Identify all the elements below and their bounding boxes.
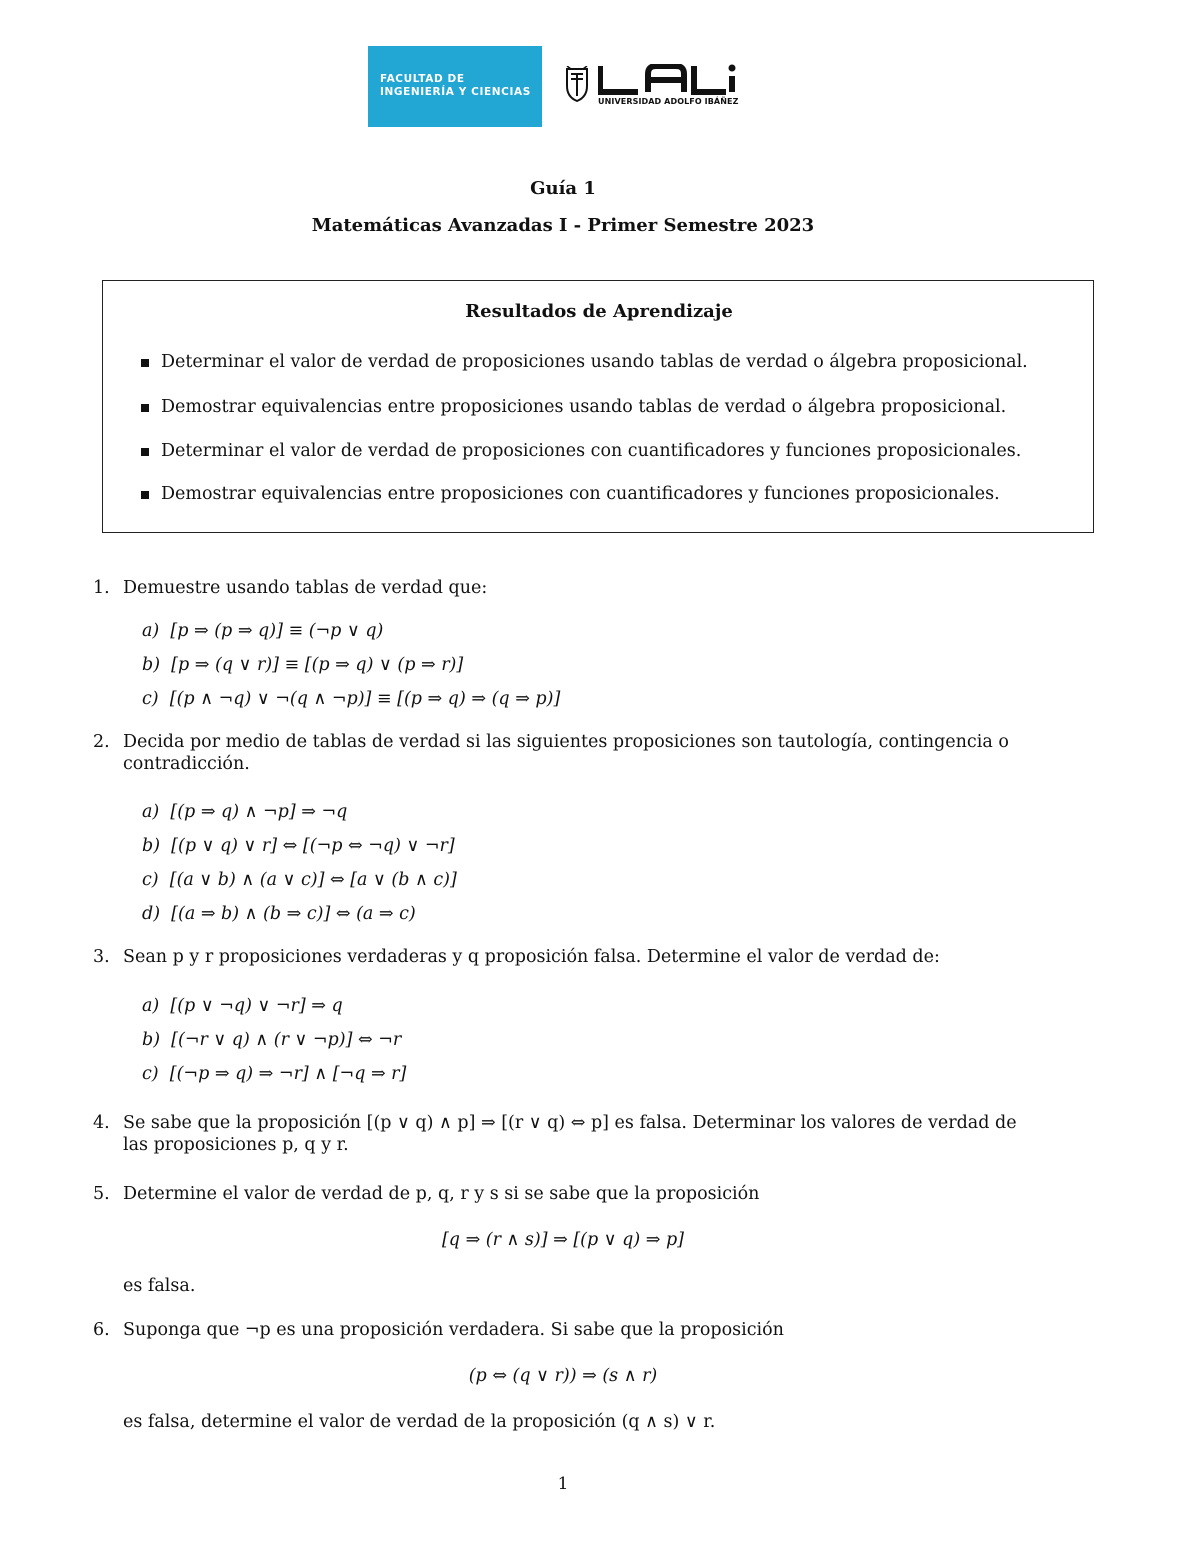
exercise-text: Sean p y r proposiciones verdaderas y q proposición falsa. Determine el valor de verdad de:	[123, 947, 940, 967]
exercise-number: 2.	[93, 732, 110, 752]
part-expression: [(p ∧ ¬q) ∨ ¬(q ∧ ¬p)] ≡ [(p ⇒ q) ⇒ (q ⇒ p)]	[169, 689, 561, 709]
bullet-square-icon	[141, 448, 149, 456]
exercise-1-part-a	[142, 621, 383, 641]
part-expression: [(p ∨ ¬q) ∨ ¬r] ⇒ q	[170, 996, 343, 1016]
faculty-logo-line1: FACULTAD DE	[380, 73, 465, 85]
exercise-number: 3.	[93, 947, 110, 967]
faculty-logo-text	[380, 73, 531, 99]
part-label: a)	[142, 621, 160, 641]
document-subtitle: Matemáticas Avanzadas I - Primer Semestre 2023	[311, 215, 815, 236]
university-logo	[562, 64, 742, 114]
exercise-6-after-text: es falsa, determine el valor de verdad de la proposición (q ∧ s) ∨ r.	[123, 1412, 716, 1432]
part-expression: [p ⇒ (p ⇒ q)] ≡ (¬p ∨ q)	[170, 621, 384, 641]
part-expression: [p ⇒ (q ∨ r)] ≡ [(p ⇒ q) ∨ (p ⇒ r)]	[171, 655, 464, 675]
exercise-2	[93, 732, 1009, 774]
part-expression: [(p ∨ q) ∨ r] ⇔ [(¬p ⇔ ¬q) ∨ ¬r]	[171, 836, 455, 856]
exercise-text: Demuestre usando tablas de verdad que:	[123, 578, 488, 598]
faculty-logo	[368, 46, 542, 127]
part-expression: [(a ∨ b) ∧ (a ∨ c)] ⇔ [a ∨ (b ∧ c)]	[169, 870, 457, 890]
exercise-text-line2: contradicción.	[123, 754, 250, 774]
part-label: d)	[142, 904, 161, 924]
exercise-3-part-c	[142, 1064, 406, 1084]
university-name: UNIVERSIDAD ADOLFO IBÁÑEZ	[598, 97, 739, 106]
exercise-6-display-formula: (p ⇔ (q ∨ r)) ⇒ (s ∧ r)	[468, 1366, 658, 1386]
university-crest-icon	[565, 66, 589, 102]
exercise-6	[93, 1320, 784, 1340]
bullet-square-icon	[141, 359, 149, 367]
part-label: b)	[142, 655, 161, 675]
part-label: b)	[142, 1030, 161, 1050]
part-expression: [(¬r ∨ q) ∧ (r ∨ ¬p)] ⇔ ¬r	[171, 1030, 402, 1050]
exercise-text-line1: Decida por medio de tablas de verdad si las siguientes proposiciones son tautología, contingencia o	[123, 732, 1009, 752]
part-label: a)	[142, 802, 160, 822]
exercise-number: 6.	[93, 1320, 110, 1340]
faculty-logo-line2: INGENIERÍA Y CIENCIAS	[380, 86, 531, 98]
part-label: c)	[142, 689, 159, 709]
learning-outcome-text: Determinar el valor de verdad de proposiciones con cuantificadores y funciones proposicionales.	[161, 441, 1022, 461]
exercise-2-part-c	[142, 870, 457, 890]
learning-outcome-text: Demostrar equivalencias entre proposiciones usando tablas de verdad o álgebra proposicional.	[161, 397, 1007, 417]
exercise-3	[93, 947, 940, 967]
exercise-5-display-formula: [q ⇒ (r ∧ s)] ⇒ [(p ∨ q) ⇒ p]	[441, 1230, 684, 1250]
university-wordmark	[598, 64, 738, 96]
bullet-square-icon	[141, 404, 149, 412]
exercise-1	[93, 578, 488, 598]
exercise-text: Determine el valor de verdad de p, q, r y s si se sabe que la proposición	[123, 1184, 760, 1204]
page-number: 1	[557, 1474, 569, 1494]
exercise-3-part-a	[142, 996, 343, 1016]
exercise-2-part-b	[142, 836, 455, 856]
part-expression: [(a ⇒ b) ∧ (b ⇒ c)] ⇔ (a ⇒ c)	[171, 904, 416, 924]
part-label: c)	[142, 870, 159, 890]
exercise-text: Suponga que ¬p es una proposición verdadera. Si sabe que la proposición	[123, 1320, 784, 1340]
exercise-text-line1: Se sabe que la proposición [(p ∨ q) ∧ p] ⇒ [(r ∨ q) ⇔ p] es falsa. Determinar los valores de verdad de	[123, 1113, 1017, 1133]
learning-outcome-item	[161, 397, 1006, 417]
learning-outcome-text: Determinar el valor de verdad de proposiciones usando tablas de verdad o álgebra proposicional.	[161, 352, 1028, 372]
exercise-number: 4.	[93, 1113, 110, 1133]
exercise-number: 1.	[93, 578, 110, 598]
exercise-number: 5.	[93, 1184, 110, 1204]
exercise-2-part-a	[142, 802, 347, 822]
part-expression: [(p ⇒ q) ∧ ¬p] ⇒ ¬q	[170, 802, 348, 822]
exercise-1-part-c	[142, 689, 560, 709]
part-label: b)	[142, 836, 161, 856]
part-label: a)	[142, 996, 160, 1016]
learning-outcomes-box	[102, 280, 1094, 533]
bullet-square-icon	[141, 491, 149, 499]
exercise-2-part-d	[142, 904, 416, 924]
exercise-5-after-text: es falsa.	[123, 1276, 196, 1296]
document-title: Guía 1	[530, 178, 596, 199]
exercise-1-part-b	[142, 655, 463, 675]
part-label: c)	[142, 1064, 159, 1084]
learning-outcome-text: Demostrar equivalencias entre proposiciones con cuantificadores y funciones proposicionales.	[161, 484, 1000, 504]
part-expression: [(¬p ⇒ q) ⇒ ¬r] ∧ [¬q ⇒ r]	[169, 1064, 407, 1084]
exercise-text-line2: las proposiciones p, q y r.	[123, 1135, 349, 1155]
exercise-4	[93, 1113, 1017, 1155]
learning-outcome-item	[161, 441, 1021, 461]
exercise-3-part-b	[142, 1030, 401, 1050]
learning-outcome-item	[161, 484, 1000, 504]
learning-outcome-item	[161, 352, 1028, 372]
exercise-5	[93, 1184, 760, 1204]
learning-outcomes-heading: Resultados de Aprendizaje	[465, 301, 733, 322]
